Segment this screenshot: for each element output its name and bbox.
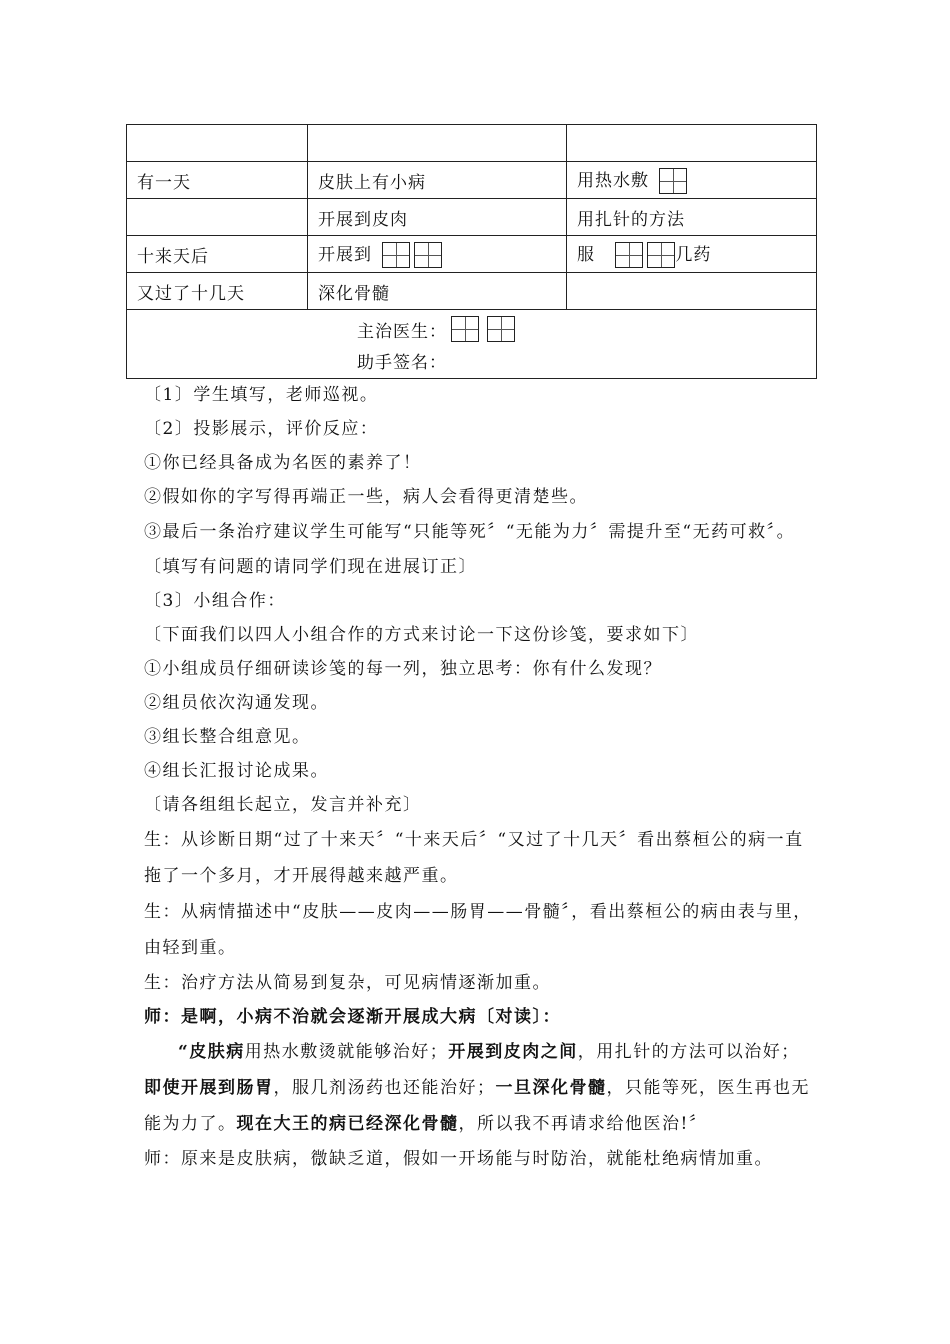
table-cell [127, 125, 308, 162]
paragraph: 师：是啊，小病不治就会逐渐开展成大病〔对读〕： [144, 1007, 561, 1027]
table-cell: 十来天后 [127, 236, 308, 273]
cell-text: 开展到 [318, 244, 372, 265]
table-cell: 深化骨髓 [308, 273, 567, 310]
table-cell [567, 236, 817, 273]
table-cell [308, 236, 567, 273]
table-cell [567, 162, 817, 199]
table-cell: 皮肤上有小病 [308, 162, 567, 199]
quote-text: 用热水敷烫就能够治好； [244, 1042, 449, 1062]
cell-text: 用热水敷 [577, 170, 649, 191]
quote-bold: “皮肤病 [178, 1042, 245, 1062]
paragraph: 生：从病情描述中“皮肤——皮肉——肠胃——骨髓〞，看出蔡桓公的病由表与里，由轻到重。 [144, 902, 812, 958]
quote-text: ，服几剂汤药也还能治好； [273, 1078, 496, 1098]
quote-bold: 现在大王的病已经深化骨髓 [236, 1114, 459, 1134]
text-run: 治，就能 [569, 1149, 644, 1169]
paragraph [144, 1142, 812, 1176]
table-cell [127, 199, 308, 236]
table-row [127, 162, 817, 199]
quote-bold: 开展到皮肉之间 [448, 1042, 578, 1062]
table-cell: 用扎针的方法 [567, 199, 817, 236]
paragraph: 〔1〕学生填写，老师巡视。 [144, 385, 379, 405]
quote-text: ，用扎针的方法可以治好； [577, 1042, 800, 1062]
paragraph: ①你已经具备成为名医的素养了！ [144, 453, 422, 473]
paragraph: ②组员依次沟通发现。 [144, 693, 329, 713]
cell-text: 服 [577, 244, 595, 265]
table-cell [567, 273, 817, 310]
assistant-signature-line [357, 348, 447, 373]
quote-text: ，所以我不再请求给他医治!〞 [458, 1114, 708, 1134]
emphasis-dot-char: 防 [551, 1149, 570, 1169]
quote-bold: 一旦深化骨髓 [495, 1078, 607, 1098]
quote-bold: 即使开展到肠胃 [144, 1078, 274, 1098]
table-row [127, 273, 817, 310]
doctor-signature-line [357, 316, 515, 342]
paragraph: ①小组成员仔细研读诊笺的每一列，独立思考：你有什么发现？ [144, 659, 662, 679]
doctor-label: 主治医生： [357, 321, 447, 342]
writing-grid-box[interactable] [647, 242, 675, 268]
table-row [127, 236, 817, 273]
cell-text-suffix: 几药 [675, 244, 712, 265]
paragraph: 〔3〕小组合作： [144, 591, 286, 611]
quote-text: ，只能等死，医生再也无能为力了。 [144, 1078, 810, 1134]
paragraph: 〔2〕投影展示，评价反应： [144, 419, 379, 439]
table-cell: 有一天 [127, 162, 308, 199]
quote-paragraph [144, 1034, 812, 1142]
assistant-label: 助手签名： [357, 353, 447, 373]
emphasis-dot-char: 杜 [643, 1149, 662, 1169]
paragraph: 〔下面我们以四人小组合作的方式来讨论一下这份诊笺，要求如下〕 [144, 625, 699, 645]
table-cell [308, 125, 567, 162]
paragraph: ③最后一条治疗建议学生可能写“只能等死〞“无能为力〞需提升至“无药可救〞。 [144, 522, 796, 542]
lesson-text [144, 378, 812, 1176]
writing-grid-box[interactable] [615, 242, 643, 268]
writing-grid-box[interactable] [382, 242, 410, 268]
writing-grid-box[interactable] [659, 168, 687, 194]
table-cell [567, 125, 817, 162]
writing-grid-box[interactable] [487, 316, 515, 342]
paragraph: 〔请各组组长起立，发言并补充〕 [144, 795, 422, 815]
table-cell: 又过了十几天 [127, 273, 308, 310]
paragraph: ③组长整合组意见。 [144, 727, 311, 747]
paragraph: ②假如你的字写得再端正一些，病人会看得更清楚些。 [144, 487, 588, 507]
writing-grid-box[interactable] [414, 242, 442, 268]
table-row [127, 199, 817, 236]
paragraph: ④组长汇报讨论成果。 [144, 761, 329, 781]
text-run: 绝病情加重。 [662, 1149, 773, 1169]
text-run: 师：原来是皮肤病， [144, 1149, 311, 1169]
table-row [127, 125, 817, 162]
writing-grid-box[interactable] [451, 316, 479, 342]
diagnosis-table [126, 124, 817, 379]
text-run: 缺乏道，假如一开场能与时 [329, 1149, 551, 1169]
emphasis-dot-char: 微 [310, 1149, 329, 1169]
table-cell: 开展到皮肉 [308, 199, 567, 236]
paragraph: 〔填写有问题的请同学们现在进展订正〕 [144, 557, 477, 577]
paragraph: 生：从诊断日期“过了十来天〞“十来天后〞“又过了十几天〞看出蔡桓公的病一直拖了一个多月，才开展得越来越严重。 [144, 830, 804, 886]
signature-cell [127, 310, 817, 379]
table-row [127, 310, 817, 379]
paragraph: 生：治疗方法从简易到复杂，可见病情逐渐加重。 [144, 973, 551, 993]
